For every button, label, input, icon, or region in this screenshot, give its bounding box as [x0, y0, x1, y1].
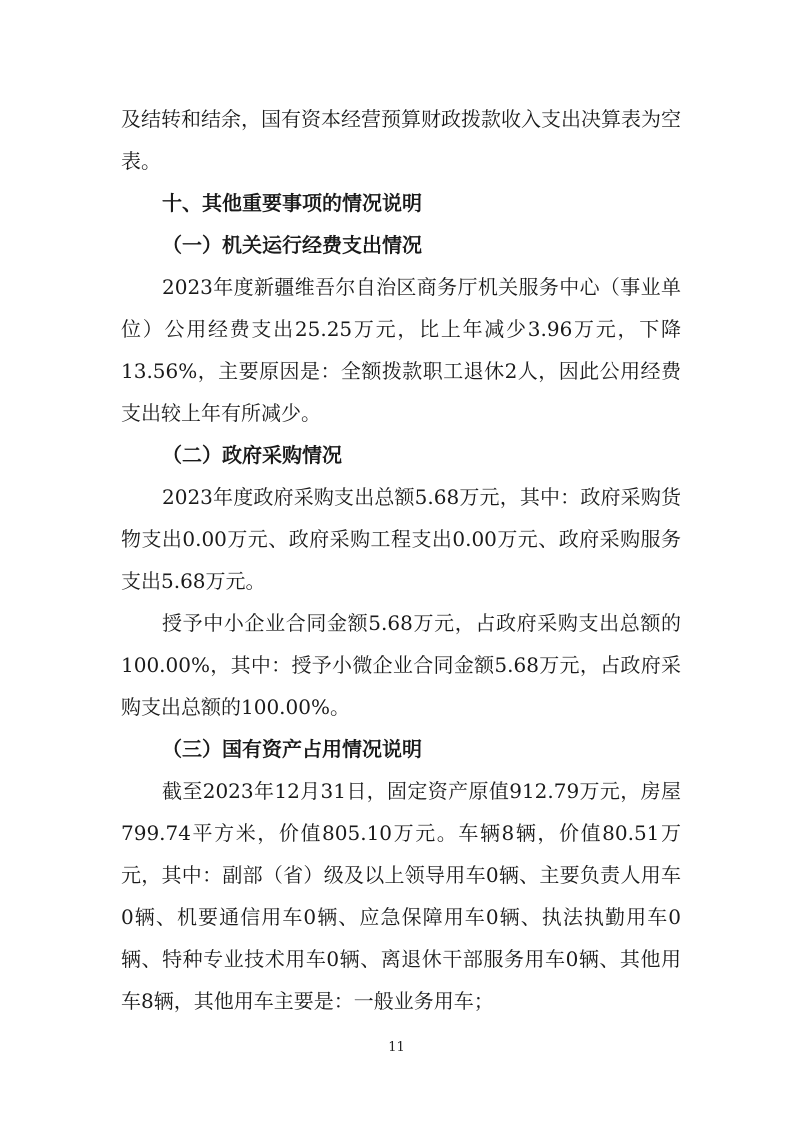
paragraph-continuation: 及结转和结余，国有资本经营预算财政拨款收入支出决算表为空表。: [121, 107, 681, 173]
paragraph-procurement-sme: 授予中小企业合同金额5.68万元，占政府采购支出总额的100.00%，其中：授予小微企业合同金额5.68万元，占政府采购支出总额的100.00%。: [121, 611, 681, 719]
subsection-heading-3: （三）国有资产占用情况说明: [162, 737, 422, 761]
paragraph-procurement-total: 2023年度政府采购支出总额5.68万元，其中：政府采购货物支出0.00万元、政府采购工程支出0.00万元、政府采购服务支出5.68万元。: [121, 485, 681, 593]
paragraph-operating-expenses: 2023年度新疆维吾尔自治区商务厅机关服务中心（事业单位）公用经费支出25.25万元，比上年减少3.96万元，下降13.56%，主要原因是：全额拨款职工退休2人，因此公用经费支出较上年有所减少。: [121, 275, 681, 425]
page-number: 11: [388, 1040, 405, 1055]
subsection-heading-1: （一）机关运行经费支出情况: [162, 233, 422, 257]
section-heading-10: 十、其他重要事项的情况说明: [162, 191, 422, 215]
subsection-heading-2: （二）政府采购情况: [162, 443, 342, 467]
document-body: [121, 98, 681, 1022]
paragraph-state-assets: 截至2023年12月31日，固定资产原值912.79万元，房屋799.74平方米，价值805.10万元。车辆8辆，价值80.51万元，其中：副部（省）级及以上领导用车0辆、主要负责人用车0辆、机要通信用车0辆、应急保障用车0辆、执法执勤用车0辆、特种专业技术用车0辆、离退休干部服务用车0辆、其他用车8辆，其他用车主要是：一般业务用车；: [121, 779, 681, 1013]
